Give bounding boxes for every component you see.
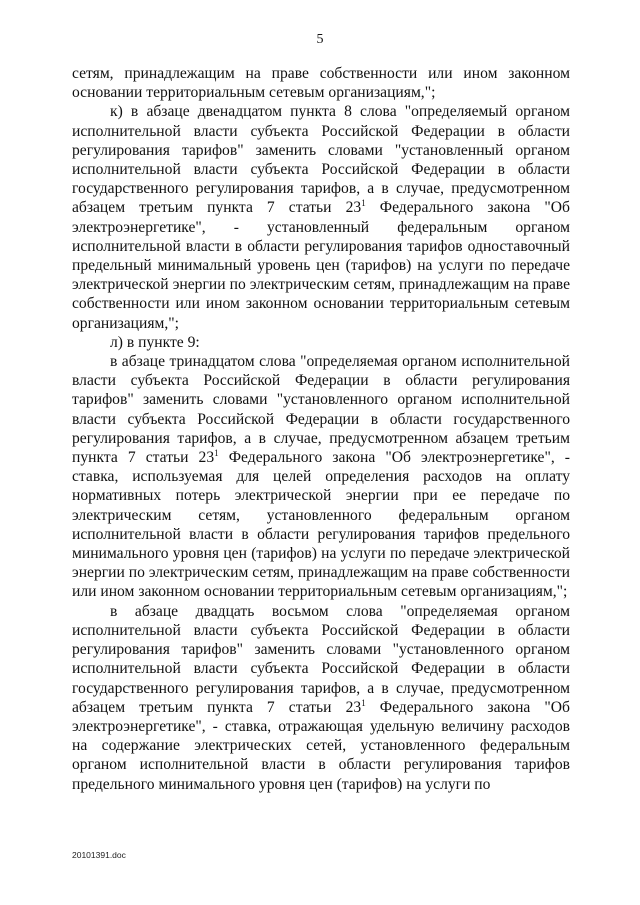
text-run: Федерального закона "Об электроэнергетике", - установленный федеральным органом исполнительной власти в области регулирования тарифов одноставочный предельный минимальный уровень цен (тарифов) на услуги по передаче электрической энергии по электрическим сетям, принадлежащим на праве собственности или ином законном основании территориальным сетевым организациям,"; bbox=[72, 199, 570, 332]
paragraph bbox=[72, 102, 570, 332]
text-run: Федерального закона "Об электроэнергетике", - ставка, используемая для целей определения расходов на оплату нормативных потерь электрической энергии при ее передаче по электрическим сетям, установленного федеральным органом исполнительной власти в области регулирования тарифов предельного минимального уровня цен (тарифов) на услуги по передаче электрической энергии по электрическим сетям, принадлежащим на праве собственности или ином законном основании территориальным сетевым организациям,"; bbox=[72, 449, 570, 601]
text-run: в абзаце двадцать восьмом слова "определяемая органом исполнительной власти субъекта Российской Федерации в области регулирования тарифов" заменить словами "установленного органом исполнительной власти субъекта Российской Федерации в области государственного регулирования тарифов, а в случае, предусмотренном абзацем третьим пункта 7 статьи 23 bbox=[72, 602, 570, 716]
text-run: к) в абзаце двенадцатом пункта 8 слова "определяемый органом исполнительной власти субъекта Российской Федерации в области регулирования тарифов" заменить словами "установленный органом исполнительной власти субъекта Российской Федерации в области государственного регулирования тарифов, а в случае, предусмотренном абзацем третьим пункта 7 статьи 23 bbox=[72, 103, 570, 217]
document-body bbox=[72, 64, 570, 794]
superscript: 1 bbox=[214, 447, 219, 458]
text-run: в абзаце тринадцатом слова "определяемая органом исполнительной власти субъекта Российской Федерации в области регулирования тарифов" заменить словами "установленного органом исполнительной власти субъекта Российской Федерации в области государственного регулирования тарифов, а в случае, предусмотренном абзацем третьим пункта 7 статьи 23 bbox=[72, 353, 570, 467]
text-run: л) в пункте 9: bbox=[110, 333, 200, 351]
paragraph bbox=[72, 352, 570, 602]
paragraph bbox=[72, 64, 570, 102]
text-run: Федерального закона "Об электроэнергетике", - ставка, отражающая удельную величину расходов на содержание электрических сетей, установленного федеральным органом исполнительной власти в области регулирования тарифов предельного минимального уровня цен (тарифов) на услуги по bbox=[72, 698, 570, 793]
text-run: сетям, принадлежащим на праве собственности или ином законном основании территориальным сетевым организациям,"; bbox=[72, 65, 570, 102]
superscript: 1 bbox=[361, 198, 366, 209]
superscript: 1 bbox=[361, 697, 366, 708]
page-number: 5 bbox=[316, 32, 324, 47]
paragraph bbox=[72, 602, 570, 794]
footer-filename: 20101391.doc bbox=[72, 850, 126, 860]
paragraph bbox=[72, 333, 570, 352]
